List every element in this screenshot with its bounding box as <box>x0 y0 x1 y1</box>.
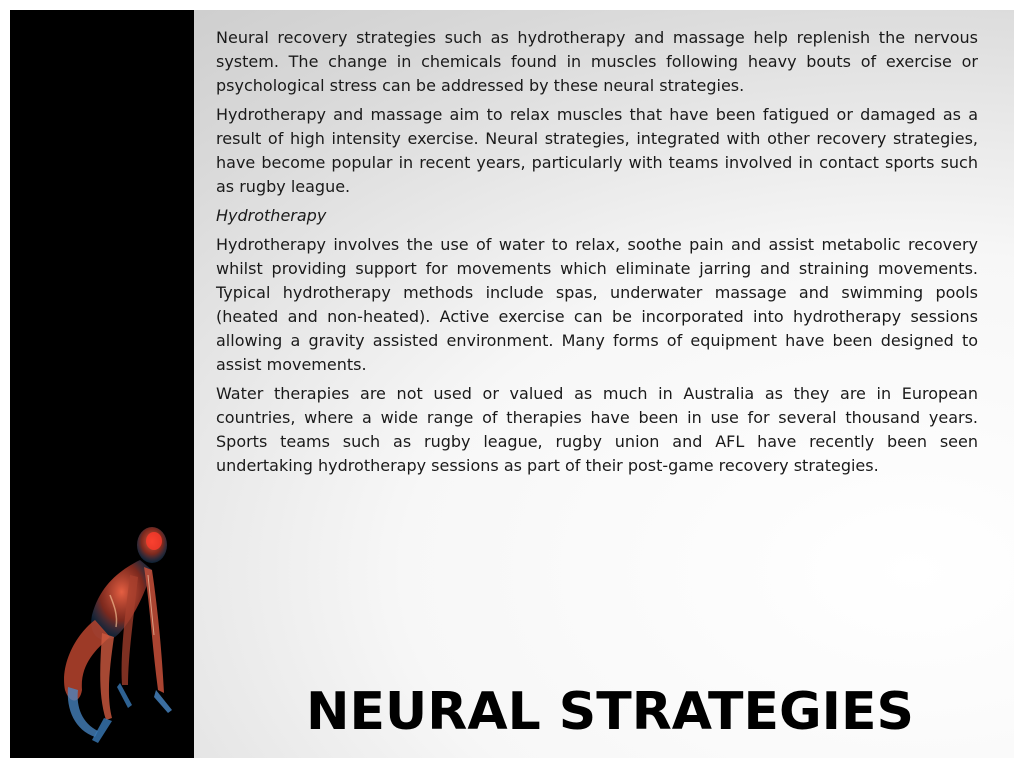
slide <box>10 10 1014 758</box>
paragraph-intro: Neural recovery strategies such as hydrotherapy and massage help replenish the nervous system. The change in chemicals found in muscles following heavy bouts of exercise or psychological stress can be addressed by these neural strategies. <box>216 28 978 95</box>
left-black-panel <box>10 10 194 758</box>
body-text <box>216 26 978 483</box>
paragraph-hydrotherapy-details: Hydrotherapy involves the use of water to relax, soothe pain and assist metabolic recovery whilst providing support for movements which eliminate jarring and straining movements. Typical hydrotherapy methods include spas, underwater massage and swimming pools (heated and non-heated). Active exercise can be incorporated into hydrotherapy sessions allowing a gravity assisted environment. Many forms of equipment have been designed to assist movements. <box>216 235 978 374</box>
paragraph-hydrotherapy-massage: Hydrotherapy and massage aim to relax muscles that have been fatigued or damaged as a result of high intensity exercise. Neural strategies, integrated with other recovery strategies, have become popular in recent years, particularly with teams involved in contact sports such as rugby league. <box>216 105 978 196</box>
slide-title: NEURAL STRATEGIES <box>306 682 914 742</box>
subheading-hydrotherapy: Hydrotherapy <box>216 206 327 225</box>
human-anatomy-figure-image <box>40 515 180 755</box>
paragraph-water-therapies: Water therapies are not used or valued as much in Australia as they are in European countries, where a wide range of therapies have been in use for several thousand years. Sports teams such as rugby league, rugby union and AFL have recently been seen undertaking hydrotherapy sessions as part of their post-game recovery strategies. <box>216 384 978 475</box>
